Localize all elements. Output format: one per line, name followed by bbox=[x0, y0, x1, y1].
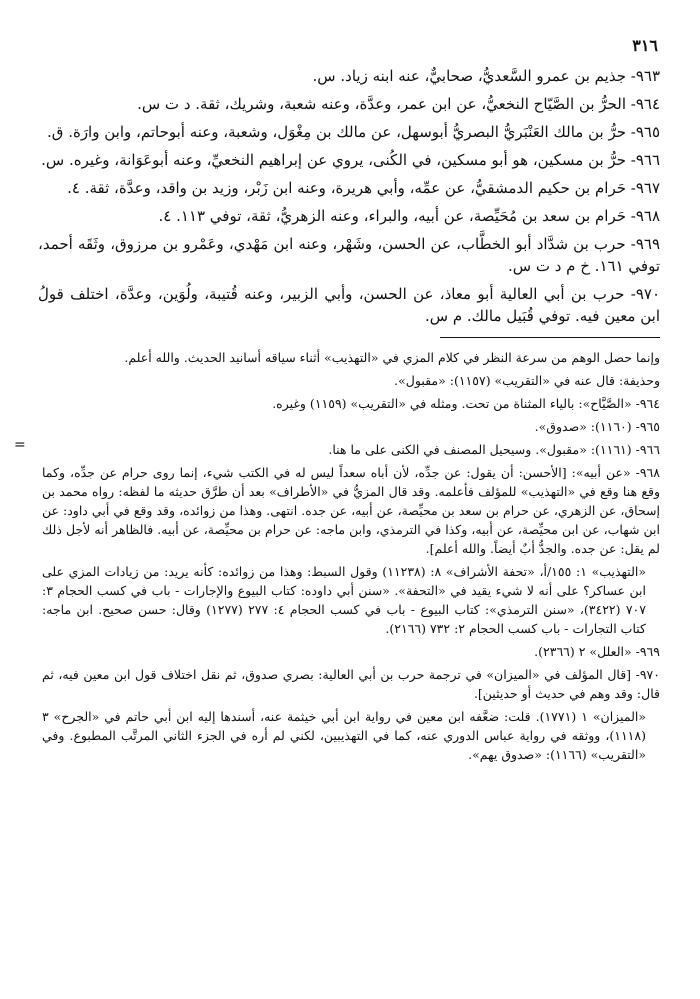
continuation-mark: = bbox=[14, 437, 26, 453]
footnote: ٩٦٦- (١١٦١): «مقبول». وسيحيل المصنف في الكنى على ما هنا. bbox=[328, 442, 660, 457]
footnote-reference: «الميزان» ١ (١٧٧١). قلت: ضعَّفه ابن معين في رواية ابن أبي خيثمة عنه، أسندها إليه ابن أبي حاتم في «الجرح» ٣ (١١١٨)، ووثقه في رواية عباس الدوري عنه، كما في التهذيبين، لكني لم أره في الجزء الثاني المرتَّب المطبوع. وفي «التقريب» (١١٦٦): «صدوق يهم». bbox=[42, 709, 646, 762]
footnote: ٩٦٩- «العلل» ٢ (٢٣٦٦). bbox=[534, 644, 660, 659]
footnotes-list bbox=[38, 348, 660, 764]
footnote: وحذيفة: قال عنه في «التقريب» (١١٥٧): «مقبول». bbox=[394, 373, 660, 388]
entry-967: ٩٦٧- حَرام بن حكيم الدمشقيُّ، عن عمِّه، وأبي هريرة، وعنه ابن زَبْر، وزيد بن واقد، وعدَّة، ثقة. ٤. bbox=[67, 179, 660, 197]
entries-list bbox=[38, 65, 660, 327]
entry-965: ٩٦٥- حرُّ بن مالك العَنْبَريُّ البصريُّ أبوسهل، عن مالك بن مِغْوَل، وشعبة، وعنه أبوحاتم، وابن وارَة. ق. bbox=[47, 123, 660, 141]
footnote-reference: «التهذيب» ١: ١٥٥/أ، «تحفة الأشراف» ٨: (١١٢٣٨) وقول السبط: وهذا من زوائده: كأنه يريد: من زيادات المزي على ابن عساكر؟ على أنه لا شيء يقيد في «التحفة». «سنن أبي داوده: كتاب البيوع والإجارات - باب في كسب الحجام ٣: ٧٠٧ (٣٤٢٢)، «سنن الترمذي»: كتاب البيوع - باب في كسب الحجام ٤: ٢٧٧ (١٢٧٧) وقال: حسن صحيح. ابن ماجه: كتاب التجارات - باب كسب الحجام ٢: ٧٣٢ (٢١٦٦). bbox=[42, 564, 646, 636]
footnote-divider bbox=[440, 337, 660, 338]
page-number: ٣١٦ bbox=[632, 36, 658, 55]
entry-966: ٩٦٦- حرُّ بن مسكين، هو أبو مسكين، في الكُنى، يروي عن إبراهيم النخعيِّ، وعنه أبوعَوَانة، وغيره. س. bbox=[41, 151, 660, 169]
footnote: ٩٧٠- [قال المؤلف في «الميزان» في ترجمة حرب بن أبي العالية: بصري صدوق، ثم نقل اختلاف قول ابن معين فيه، ثم قال: وقد وهم في حديث أو حديثين]. bbox=[42, 667, 660, 701]
entry-964: ٩٦٤- الحرُّ بن الصَّيّاح النخعيُّ، عن ابن عمر، وعدَّة، وعنه شعبة، وشريك، ثقة. د ت س. bbox=[137, 95, 660, 113]
entry-970: ٩٧٠- حرب بن أبي العالية أبو معاذ، عن الحسن، وأبي الزبير، وعنه قُتيبة، ولُوَين، وعدَّة، اختلف قولُ ابن معين فيه. توفي قُبَيل مالك. م س. bbox=[38, 285, 660, 325]
footnote: ٩٦٤- «الصَّيَّاح»: بالياء المثناة من تحت. ومثله في «التقريب» (١١٥٩) وغيره. bbox=[272, 396, 660, 411]
footnote: ٩٦٨- «عن أبيه»: [الأحسن: أن يقول: عن جدِّه، لأن أباه سعداً ليس له في الكتب شيء، إنما روى حرام عن جدِّه، وكما وقع هنا وقع في «التهذيب» للمؤلف فأعلمه. وقد قال المزيُّ في «الأطراف» بعد أن طرَّق حديثه ما لفظه: رواه محمد بن إسحاق، عن الزهري، عن حرام بن سعد بن محيِّصة، عن أبيه، عن جده. انتهى. وهذا من زوائده، وقد وقع في أبي داود: عن ابن شهاب، عن ابن محيِّصة، عن أبيه، وكذا في الترمذي، وابن ماجه: عن حرام بن محيِّصة، عن أبيه. فالظاهر أنه لأجل ذلك لم يقل: عن جده. والجدُّ أبٌ أيضاً. والله أعلم]. bbox=[42, 465, 660, 556]
entry-969: ٩٦٩- حرب بن شدَّاد أبو الخطَّاب، عن الحسن، وشَهْر، وعنه ابن مَهْدي، وعَمْرو بن مرزوق، وثَقَه أحمد، توفي ١٦١. خ م د ت س. bbox=[38, 235, 660, 275]
footnote: ٩٦٥- (١١٦٠): «صدوق». bbox=[534, 419, 660, 434]
entry-963: ٩٦٣- جذيم بن عمرو السَّعديُّ، صحابيٌّ، عنه ابنه زياد. س. bbox=[312, 67, 660, 85]
entry-968: ٩٦٨- حَرام بن سعد بن مُحَيِّصة، عن أبيه، والبراء، وعنه الزهريُّ، ثقة، توفي ١١٣. ٤. bbox=[158, 207, 660, 225]
footnote: وإنما حصل الوهم من سرعة النظر في كلام المزي في «التهذيب» أثناء سياقه أسانيد الحديث. والله أعلم. bbox=[124, 350, 660, 365]
